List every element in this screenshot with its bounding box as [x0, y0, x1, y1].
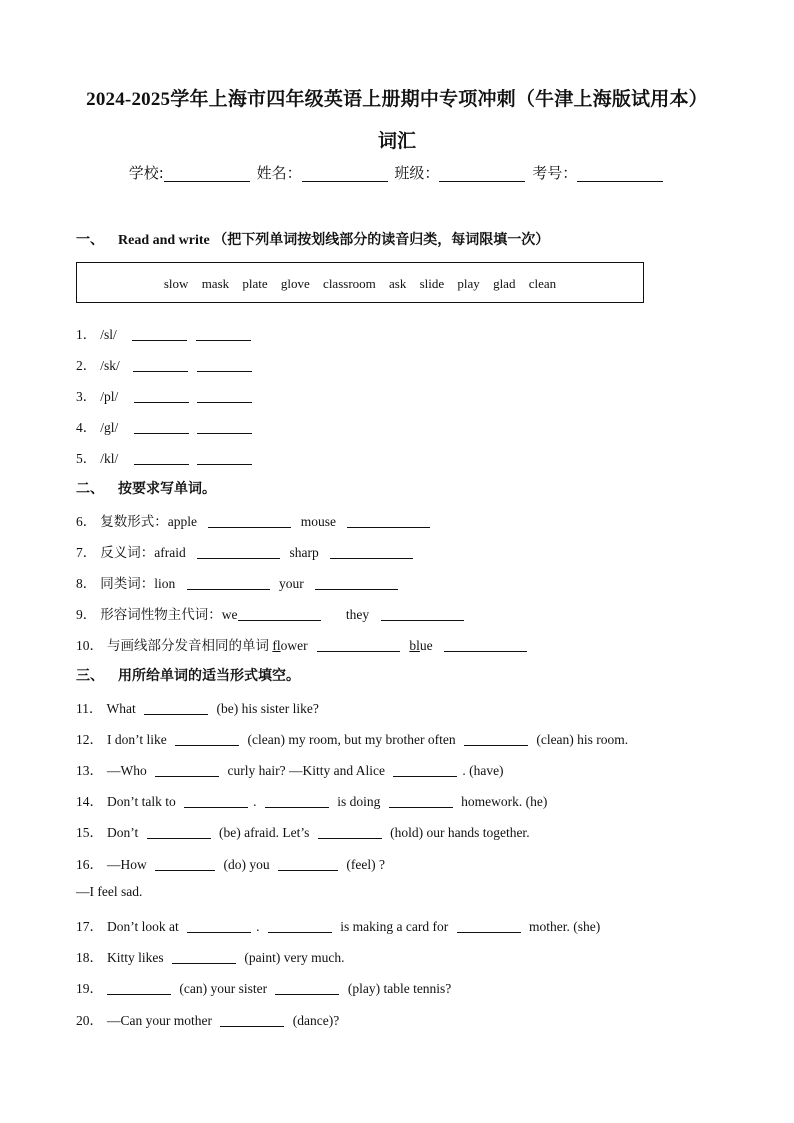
section-title: 按要求写单词。 — [118, 482, 216, 497]
answer-blank[interactable] — [268, 918, 332, 933]
question-8: 8． 同类词：lion your — [76, 572, 398, 592]
section-number: 三、 — [76, 669, 104, 684]
word-item: glove — [280, 276, 310, 291]
answer-blank[interactable] — [197, 388, 252, 403]
question-11: 11． What (be) his sister like? — [76, 701, 319, 716]
answer-blank[interactable] — [155, 762, 219, 777]
word-item: slow — [163, 276, 189, 291]
question-15: 15． Don’t (be) afraid. Let’s (hold) our hands together. — [76, 825, 530, 840]
question-13: 13． —Who curly hair? —Kitty and Alice . (have) — [76, 763, 504, 778]
answer-blank[interactable] — [133, 357, 188, 372]
class-label: 班级： — [394, 164, 440, 182]
question-16: 16． —How (do) you (feel) ? — [76, 857, 385, 872]
question-14: 14． Don’t talk to . is doing homework. (he) — [76, 794, 548, 809]
answer-blank[interactable] — [134, 450, 189, 465]
question-16-answer: —I feel sad. — [76, 884, 143, 899]
answer-blank[interactable] — [238, 606, 321, 621]
answer-blank[interactable] — [144, 700, 208, 715]
question-12: 12． I don’t like (clean) my room, but my brother often (clean) his room. — [76, 732, 629, 747]
section-title: Read and write （把下列单词按划线部分的读音归类，每词限填一次） — [118, 233, 550, 248]
section-title: 用所给单词的适当形式填空。 — [118, 669, 300, 684]
question-4: 4． /gl/ — [76, 416, 252, 436]
question-18: 18． Kitty likes (paint) very much. — [76, 950, 345, 965]
answer-blank[interactable] — [208, 513, 291, 528]
answer-blank[interactable] — [197, 544, 280, 559]
page-title: 2024-2025学年上海市四年级英语上册期中专项冲刺（牛津上海版试用本） — [86, 89, 708, 110]
answer-blank[interactable] — [197, 357, 252, 372]
question-1: 1． /sl/ — [76, 323, 251, 343]
answer-blank[interactable] — [318, 824, 382, 839]
answer-blank[interactable] — [184, 793, 248, 808]
answer-blank[interactable] — [317, 637, 400, 652]
word-item: slide — [419, 276, 445, 291]
word-item: mask — [201, 276, 230, 291]
answer-blank[interactable] — [147, 824, 211, 839]
word-item: classroom — [323, 276, 376, 291]
question-5: 5． /kl/ — [76, 447, 252, 467]
section-2-heading — [76, 478, 216, 498]
word-box — [76, 262, 644, 303]
answer-blank[interactable] — [457, 918, 521, 933]
answer-blank[interactable] — [381, 606, 464, 621]
school-label: 学校: — [128, 164, 164, 182]
answer-blank[interactable] — [197, 419, 252, 434]
question-17: 17． Don’t look at . is making a card for mother. (she) — [76, 919, 601, 934]
question-20: 20． —Can your mother (dance)? — [76, 1013, 340, 1028]
question-6: 6． 复数形式：apple mouse — [76, 510, 430, 530]
answer-blank[interactable] — [132, 326, 187, 341]
section-3-heading — [76, 665, 300, 685]
answer-blank[interactable] — [197, 450, 252, 465]
class-field[interactable] — [439, 165, 525, 182]
answer-blank[interactable] — [278, 856, 338, 871]
answer-blank[interactable] — [389, 793, 453, 808]
answer-blank[interactable] — [187, 918, 251, 933]
question-3: 3． /pl/ — [76, 385, 252, 405]
answer-blank[interactable] — [134, 388, 189, 403]
exam-number-label: 考号： — [532, 164, 578, 182]
answer-blank[interactable] — [107, 980, 171, 995]
answer-blank[interactable] — [315, 575, 398, 590]
question-10: 10． 与画线部分发音相同的单词 flower blue — [76, 634, 527, 654]
section-number: 二、 — [76, 482, 104, 497]
answer-blank[interactable] — [330, 544, 413, 559]
question-9: 9． 形容词性物主代词：we they — [76, 603, 464, 623]
answer-blank[interactable] — [275, 980, 339, 995]
question-2: 2． /sk/ — [76, 354, 252, 374]
name-field[interactable] — [302, 165, 388, 182]
answer-blank[interactable] — [347, 513, 430, 528]
word-item: glad — [493, 276, 516, 291]
name-label: 姓名： — [256, 164, 302, 182]
student-info-row — [0, 162, 794, 183]
question-7: 7． 反义词：afraid sharp — [76, 541, 413, 561]
answer-blank[interactable] — [187, 575, 270, 590]
answer-blank[interactable] — [155, 856, 215, 871]
answer-blank[interactable] — [172, 949, 236, 964]
answer-blank[interactable] — [444, 637, 527, 652]
answer-blank[interactable] — [393, 762, 457, 777]
answer-blank[interactable] — [464, 731, 528, 746]
answer-blank[interactable] — [175, 731, 239, 746]
page-subtitle: 词汇 — [377, 131, 416, 152]
school-field[interactable] — [164, 165, 250, 182]
answer-blank[interactable] — [196, 326, 251, 341]
section-1-heading — [76, 229, 549, 249]
word-item: clean — [528, 276, 557, 291]
word-item: play — [457, 276, 480, 291]
section-number: 一、 — [76, 233, 104, 248]
question-19: 19． (can) your sister (play) table tennis? — [76, 981, 452, 996]
answer-blank[interactable] — [265, 793, 329, 808]
word-item: plate — [242, 276, 268, 291]
exam-number-field[interactable] — [577, 165, 663, 182]
answer-blank[interactable] — [220, 1012, 284, 1027]
word-item: ask — [389, 276, 407, 291]
answer-blank[interactable] — [134, 419, 189, 434]
word-list — [77, 276, 643, 292]
